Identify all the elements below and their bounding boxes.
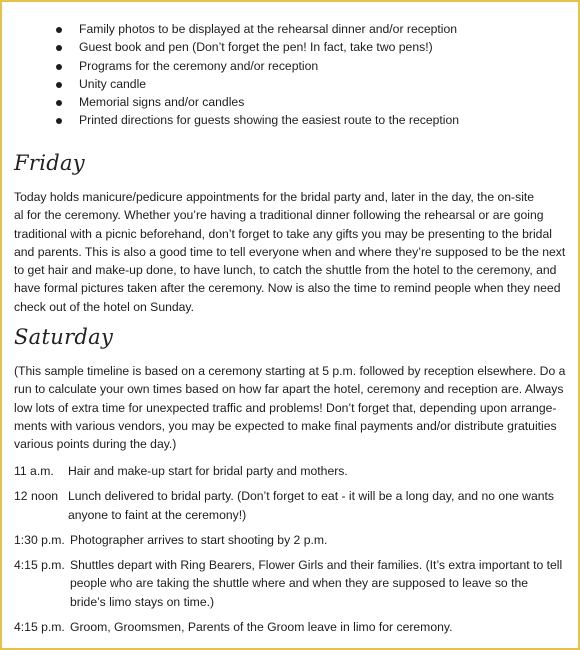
saturday-heading: Saturday	[14, 325, 114, 349]
schedule-line: Lunch delivered to bridal party. (Don’t forget to eat - it will be a long day, and no one wants	[68, 489, 554, 504]
schedule-line: Hair and make-up start for bridal party and mothers.	[68, 464, 348, 478]
paragraph-line: al for the ceremony. Whether you’re having a traditional dinner following the rehearsal or are going	[14, 208, 544, 223]
schedule-line: anyone to faint at the ceremony!)	[68, 507, 247, 522]
list-item-text: Family photos to be displayed at the rehearsal dinner and/or reception	[79, 22, 458, 36]
schedule-row	[14, 556, 574, 611]
schedule-line: Shuttles depart with Ring Bearers, Flower Girls and their families. (It’s extra important to tell	[70, 558, 563, 573]
schedule-time: 12 noon	[14, 489, 59, 504]
schedule-row	[14, 531, 574, 549]
bullet-icon	[56, 45, 62, 51]
list-item-text: Printed directions for guests showing the easiest route to the reception	[79, 113, 460, 128]
paragraph-line: to get hair and make-up done, to have lunch, to catch the shuttle from the hotel to the ceremony, and	[14, 263, 557, 278]
schedule-time: 1:30 p.m.	[14, 532, 65, 547]
list-item	[54, 93, 459, 111]
paragraph-line: various points during the day.)	[14, 437, 177, 452]
list-item-text: Memorial signs and/or candles	[79, 95, 245, 110]
schedule-description	[70, 618, 452, 636]
paragraph-line: have formal pictures taken after the ceremony. Now is also the time to remind people when they need	[14, 281, 561, 296]
paragraph-line: run to calculate your own times based on how far apart the hotel, ceremony and reception are. Always	[14, 382, 564, 397]
schedule-line: people who are taking the shuttle where and when they are supposed to leave so the	[70, 576, 529, 591]
schedule-row	[14, 462, 574, 480]
saturday-paragraph	[14, 362, 572, 453]
list-item	[54, 20, 459, 38]
friday-heading: Friday	[14, 151, 85, 175]
schedule-line: bride’s limo stays on time.)	[70, 594, 215, 609]
bullet-icon	[56, 118, 62, 124]
paragraph-line: and parents. This is also a good time to tell everyone when and where they’re supposed to be the next	[14, 244, 566, 259]
schedule-row	[14, 487, 574, 524]
list-item	[54, 111, 459, 129]
schedule-time: 4:15 p.m.	[14, 620, 65, 635]
schedule-description	[70, 556, 562, 611]
schedule-description	[70, 531, 327, 549]
paragraph-line: check out of the hotel on Sunday.	[14, 299, 195, 314]
bullet-icon	[56, 27, 62, 33]
list-item-text: Programs for the ceremony and/or reception	[79, 58, 319, 73]
list-item	[54, 38, 459, 56]
schedule-row	[14, 618, 574, 636]
friday-paragraph	[14, 188, 572, 316]
schedule-time: 4:15 p.m.	[14, 558, 65, 573]
paragraph-line: Today holds manicure/pedicure appointments for the bridal party and, later in the day, the on-site	[14, 190, 535, 204]
saturday-schedule	[14, 462, 574, 643]
schedule-description	[68, 487, 554, 524]
bullet-icon	[56, 82, 62, 88]
schedule-line: Groom, Groomsmen, Parents of the Groom leave in limo for ceremony.	[70, 620, 453, 635]
schedule-line: Photographer arrives to start shooting by 2 p.m.	[70, 532, 328, 547]
bullet-icon	[56, 64, 62, 70]
list-item	[54, 57, 459, 75]
list-item-text: Unity candle	[79, 76, 147, 91]
schedule-description	[68, 462, 348, 480]
supplies-list	[54, 20, 459, 130]
bullet-icon	[56, 100, 62, 106]
paragraph-line: (This sample timeline is based on a ceremony starting at 5 p.m. followed by reception elsewhere. Do a	[14, 364, 566, 378]
list-item	[54, 75, 459, 93]
paragraph-line: ments with various vendors, you may be expected to make final payments and/or distribute gratuities	[14, 418, 557, 433]
list-item-text: Guest book and pen (Don’t forget the pen! In fact, take two pens!)	[79, 40, 433, 55]
paragraph-line: low lots of extra time for unexpected traffic and problems! Don’t forget that, depending upon arrange-	[14, 400, 557, 415]
paragraph-line: traditional with a picnic beforehand, don’t forget to take any gifts you may be presenting to the bridal	[14, 226, 552, 241]
schedule-time: 11 a.m.	[14, 464, 54, 478]
